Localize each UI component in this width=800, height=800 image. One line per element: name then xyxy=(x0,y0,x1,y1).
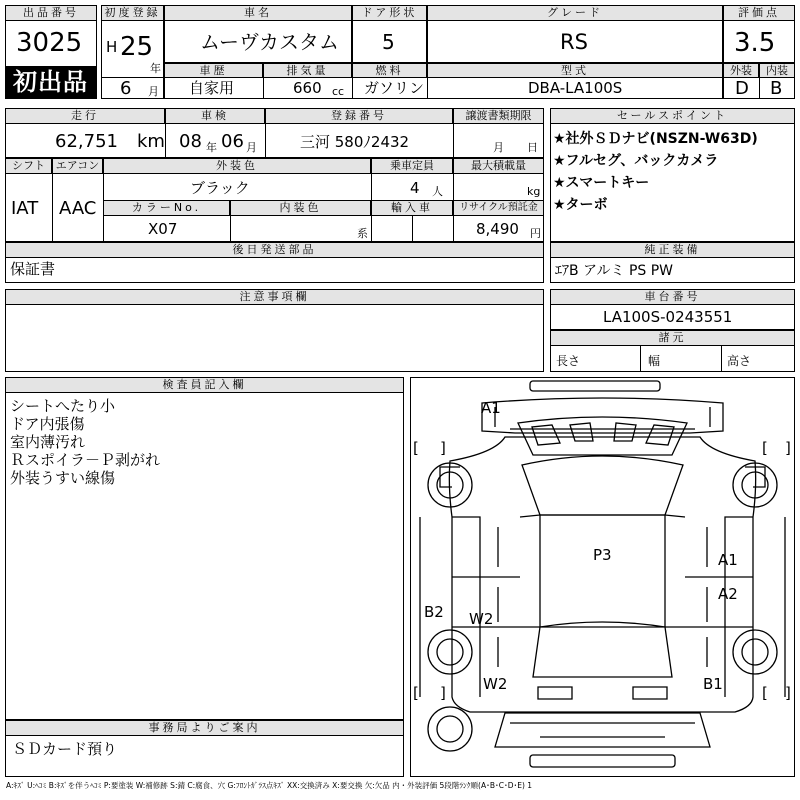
bracket-right-top: [ xyxy=(762,439,768,457)
headlights-grille xyxy=(532,423,674,445)
displacement: 660 xyxy=(293,79,322,97)
door-lines xyxy=(452,577,753,627)
damage-mark-left-rear-side: B2 xyxy=(424,603,444,621)
rear-bumper-lines xyxy=(510,723,695,737)
ext-grade: D xyxy=(735,78,749,99)
mileage-unit: km xyxy=(137,131,165,152)
ext-color: ブラック xyxy=(190,179,250,197)
inspection-year: 08 xyxy=(179,131,202,152)
inspector-note: 室内薄汚れ xyxy=(10,433,86,451)
office-note: ＳＤカード預り xyxy=(12,740,118,758)
inspection-month-unit: 月 xyxy=(246,141,257,154)
inspection-month: 06 xyxy=(221,131,244,152)
ext-grade-header: 外装 xyxy=(723,63,759,78)
load-unit: kg xyxy=(527,185,541,198)
first-reg-header: 初度登録 xyxy=(101,5,164,21)
notes-header: 注意事項欄 xyxy=(5,289,544,305)
pillars xyxy=(520,515,685,627)
first-listing-badge: 初出品 xyxy=(5,66,96,99)
model-code-header: 型式 xyxy=(427,63,723,78)
bracket-right-top-close: ] xyxy=(785,439,791,457)
sales-point-item: ★社外ＳＤナビ(NSZN-W63D) xyxy=(553,131,758,147)
damage-mark-roof: P3 xyxy=(593,546,612,564)
capacity: 4 xyxy=(410,179,420,197)
rear-step xyxy=(530,755,675,767)
grade-header: グレード xyxy=(427,5,723,21)
spare-tire xyxy=(428,707,472,751)
capacity-header: 乗車定員 xyxy=(371,158,453,174)
ac-header: エアコン xyxy=(52,158,103,174)
inspector-note: Ｒスポイラ－Ｐ剥がれ xyxy=(10,451,161,469)
height-label: 高さ xyxy=(727,354,752,368)
windshield xyxy=(522,456,683,515)
fuel: ガソリン xyxy=(364,79,425,97)
legend: A:ｷｽﾞ U:ﾍｺﾐ B:ｷｽﾞを伴うﾍｺﾐ P:要塗装 W:補修跡 S:錆 C:腐食、穴 G:ﾌﾛﾝﾄｶﾞﾗｽ点ｷｽﾞ XX:交換済み X:要交換 欠:欠品 内・外装評価 5段階ﾗﾝｸ順(A･B･C･D･E) 1 xyxy=(6,781,533,790)
displacement-unit: cc xyxy=(332,85,345,98)
rear-bumper xyxy=(495,713,710,747)
roof-strip xyxy=(530,381,660,391)
load-header: 最大積載量 xyxy=(453,158,544,174)
car-diagram xyxy=(410,377,795,777)
color-no: X07 xyxy=(148,220,178,238)
first-reg-month-unit: 月 xyxy=(148,85,159,98)
wheel-rear-left xyxy=(428,630,472,674)
roof xyxy=(540,515,665,627)
damage-mark-rear-right: B1 xyxy=(703,675,723,693)
damage-mark-left-rear-door: W2 xyxy=(469,610,494,628)
history-header: 車歴 xyxy=(164,63,263,78)
mileage: 62,751 xyxy=(55,131,118,152)
later-parts: 保証書 xyxy=(10,260,56,278)
sales-point-item: ★フルセグ、バックカメラ xyxy=(553,153,719,169)
damage-mark-rear-left: W2 xyxy=(483,675,508,693)
first-reg-year: 25 xyxy=(120,32,154,62)
inspection-year-unit: 年 xyxy=(206,141,217,154)
lot-no-header: 出品番号 xyxy=(5,5,97,21)
dimensions-header: 諸元 xyxy=(550,330,795,346)
side-outlines xyxy=(420,517,785,697)
recycle-header: リサイクル預託金 xyxy=(453,200,544,216)
recycle-fee: 8,490 xyxy=(476,220,519,238)
rear-window xyxy=(533,622,672,677)
bracket-left-bottom-close: ] xyxy=(440,684,446,702)
reg-no-header: 登録番号 xyxy=(265,108,453,124)
inspector-note: シートへたり小 xyxy=(10,397,116,415)
body-outline xyxy=(449,437,755,712)
inspection-header: 車検 xyxy=(165,108,265,124)
fuel-header: 燃料 xyxy=(352,63,427,78)
lot-no: 3025 xyxy=(16,28,83,58)
int-grade: B xyxy=(770,78,783,99)
inspector-header: 検査員記入欄 xyxy=(5,377,404,393)
int-grade-header: 内装 xyxy=(759,63,795,78)
office-header: 事務局よりご案内 xyxy=(5,720,404,736)
inspector-note: 外装うすい線傷 xyxy=(10,469,116,487)
grade: RS xyxy=(560,30,588,54)
capacity-unit: 人 xyxy=(432,185,443,198)
inspector-note: ドア内張傷 xyxy=(10,415,85,433)
chassis-number: LA100S-0243551 xyxy=(603,308,733,326)
registration-no: 三河 580ﾉ2432 xyxy=(300,133,410,151)
bracket-left-bottom: [ xyxy=(413,684,419,702)
car-name-header: 車名 xyxy=(164,5,352,21)
score-header: 評価点 xyxy=(723,5,795,21)
bracket-left-top: [ xyxy=(413,439,419,457)
width-label: 幅 xyxy=(648,354,661,368)
first-reg-year-unit: 年 xyxy=(150,62,161,75)
length-label: 長さ xyxy=(556,354,581,368)
bracket-right-bottom: [ xyxy=(762,684,768,702)
first-reg-month: 6 xyxy=(120,78,132,99)
ac: AAC xyxy=(59,198,97,219)
transfer-day-unit: 日 xyxy=(527,141,538,154)
mileage-header: 走行 xyxy=(5,108,165,124)
damage-mark-right-front-door: A1 xyxy=(718,551,738,569)
recycle-unit: 円 xyxy=(530,227,541,240)
front-bumper-lines xyxy=(495,407,710,429)
hood xyxy=(518,417,687,455)
transfer-header: 譲渡書類期限 xyxy=(453,108,544,124)
sales-point-item: ★スマートキー xyxy=(553,175,650,191)
shift-header: シフト xyxy=(5,158,52,174)
bracket-left-top-close: ] xyxy=(440,439,446,457)
damage-mark-hood: A1 xyxy=(481,399,501,417)
front-bumper xyxy=(482,398,723,433)
shift: IAT xyxy=(11,198,39,219)
chassis-header: 車台番号 xyxy=(550,289,795,305)
genuine-equip: ｴｱB アルミ PS PW xyxy=(555,263,674,279)
ext-color-header: 外装色 xyxy=(103,158,371,174)
displacement-header: 排気量 xyxy=(263,63,352,78)
int-color-header: 内装色 xyxy=(230,200,371,216)
rear-lamps xyxy=(538,687,667,699)
sales-points-header: セールスポイント xyxy=(550,108,795,124)
import-header: 輸入車 xyxy=(371,200,453,216)
transfer-month-unit: 月 xyxy=(493,141,504,154)
model-code: DBA-LA100S xyxy=(528,79,623,97)
int-color-unit: 系 xyxy=(357,227,368,240)
door-header: ドア形状 xyxy=(352,5,427,21)
vehicle-history: 自家用 xyxy=(189,79,235,97)
later-parts-header: 後日発送部品 xyxy=(5,242,544,258)
wheel-rear-left-hub xyxy=(437,639,463,665)
spare-tire-hub xyxy=(437,716,463,742)
damage-mark-right-rear-door: A2 xyxy=(718,585,738,603)
fender-lines xyxy=(452,517,753,697)
door-count: 5 xyxy=(382,30,395,54)
first-reg-era: H xyxy=(106,38,118,56)
car-name: ムーヴカスタム xyxy=(200,30,339,54)
bracket-right-bottom-close: ] xyxy=(785,684,791,702)
color-no-header: カラーNo. xyxy=(103,200,230,216)
score: 3.5 xyxy=(734,28,776,58)
wheel-rear-right-hub xyxy=(742,639,768,665)
wheel-rear-right xyxy=(733,630,777,674)
sales-point-item: ★ターボ xyxy=(553,197,608,213)
genuine-equip-header: 純正装備 xyxy=(550,242,795,258)
